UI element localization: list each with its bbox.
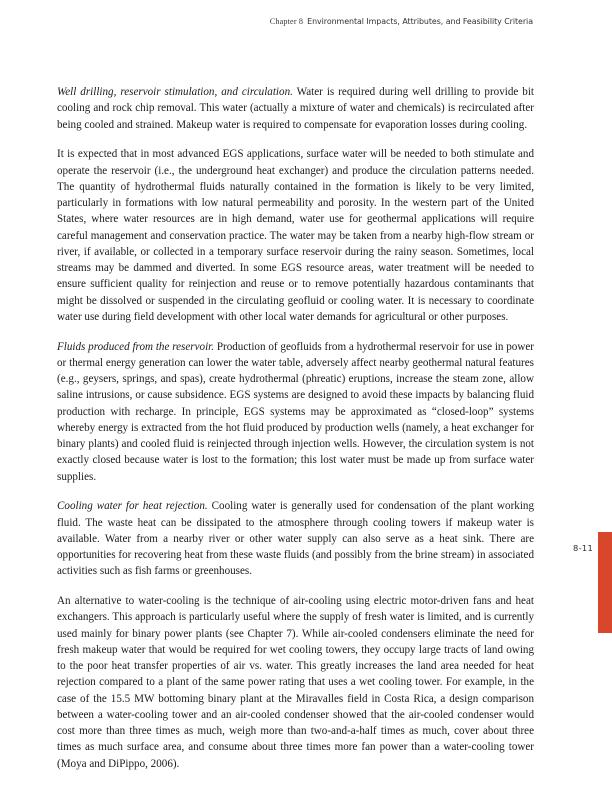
body-text-column bbox=[57, 84, 534, 772]
paragraph-well-drilling bbox=[57, 84, 534, 133]
paragraph-egs-surface-water bbox=[57, 146, 534, 325]
paragraph-text: Water is required during well drilling to provide bit cooling and rock chip removal. This water (actually a mixture of water and chemicals) is recirculated after being cooled and strained. Makeup water is required to compensate for evaporation losses during cooling. bbox=[57, 86, 534, 131]
header-chapter-label: Chapter 8 bbox=[269, 17, 304, 26]
paragraph-text: Production of geofluids from a hydrothermal reservoir for use in power or thermal energy generation can lower the water table, adversely affect nearby geothermal natural features (e.g., geysers, springs, and spas), create hydrothermal (phreatic) eruptions, increase the steam zone, allow saline intrusions, or cause subsidence. EGS systems are designed to avoid these impacts by balancing fluid production with recharge. In principle, EGS systems may be approximated as “closed-loop” systems whereby energy is extracted from the hot fluid produced by production wells (namely, a heat exchanger for binary plants) and cooled fluid is reinjected through injection wells. However, the circulation system is not exactly closed because water is lost to the formation; this lost water must be made up from surface water supplies. bbox=[57, 340, 534, 483]
paragraph-lead-in: Cooling water for heat rejection. bbox=[57, 500, 208, 513]
paragraph-cooling-water bbox=[57, 498, 534, 579]
page-number: 8-11 bbox=[573, 543, 594, 553]
paragraph-fluids-produced bbox=[57, 339, 534, 485]
paragraph-air-cooling bbox=[57, 593, 534, 772]
paragraph-lead-in: Fluids produced from the reservoir. bbox=[57, 340, 215, 353]
chapter-edge-tab bbox=[598, 532, 612, 633]
paragraph-text: It is expected that in most advanced EGS applications, surface water will be needed to both stimulate and operate the reservoir (i.e., the underground heat exchanger) and produce the circulation patterns needed. The quantity of hydrothermal fluids naturally contained in the formation is likely to be very limited, particularly in formations with low natural permeability and porosity. In the western part of the United States, where water resources are in high demand, water use for geothermal applications will require careful management and conservation practice. The water may be taken from a nearby high-flow stream or river, if available, or collected in a temporary surface reservoir during the rainy season. Sometimes, local streams may be dammed and diverted. In some EGS resource areas, water treatment will be needed to ensure sufficient quality for reinjection and reuse or to remove potentially hazardous contaminants that might be dissolved or suspended in the circulating geofluid or cooling water. It is necessary to coordinate water use during field development with other local water demands for agricultural or other purposes. bbox=[57, 148, 534, 323]
header-chapter-title: Environmental Impacts, Attributes, and Feasibility Criteria bbox=[307, 17, 533, 26]
paragraph-lead-in: Well drilling, reservoir stimulation, and circulation. bbox=[57, 86, 293, 98]
running-header bbox=[57, 16, 533, 27]
paragraph-text: An alternative to water-cooling is the technique of air-cooling using electric motor-driven fans and heat exchangers. This approach is particularly useful where the supply of fresh water is limited, and is currently used mainly for binary power plants (see Chapter 7). While air-cooled condensers eliminate the need for fresh makeup water that would be required for wet cooling towers, they occupy large tracts of land owing to the poor heat transfer properties of air vs. water. This greatly increases the land area needed for heat rejection compared to a plant of the same power rating that uses a wet cooling tower. For example, in the case of the 15.5 MW bottoming binary plant at the Miravalles field in Costa Rica, a design comparison between a water-cooling tower and an air-cooled condenser showed that the air-cooled condenser would cost more than three times as much, weigh more than two-and-a-half times as much, cover about three times as much surface area, and consume about three times more fan power than a water-cooling tower (Moya and DiPippo, 2006). bbox=[57, 595, 534, 770]
paragraph-text: Cooling water is generally used for condensation of the plant working fluid. The waste heat can be dissipated to the atmosphere through cooling towers if makeup water is available. Water from a nearby river or other water supply can also serve as a heat sink. There are opportunities for recovering heat from these waste fluids (and possibly from the brine stream) in associated activities such as fish farms or greenhouses. bbox=[57, 500, 535, 578]
